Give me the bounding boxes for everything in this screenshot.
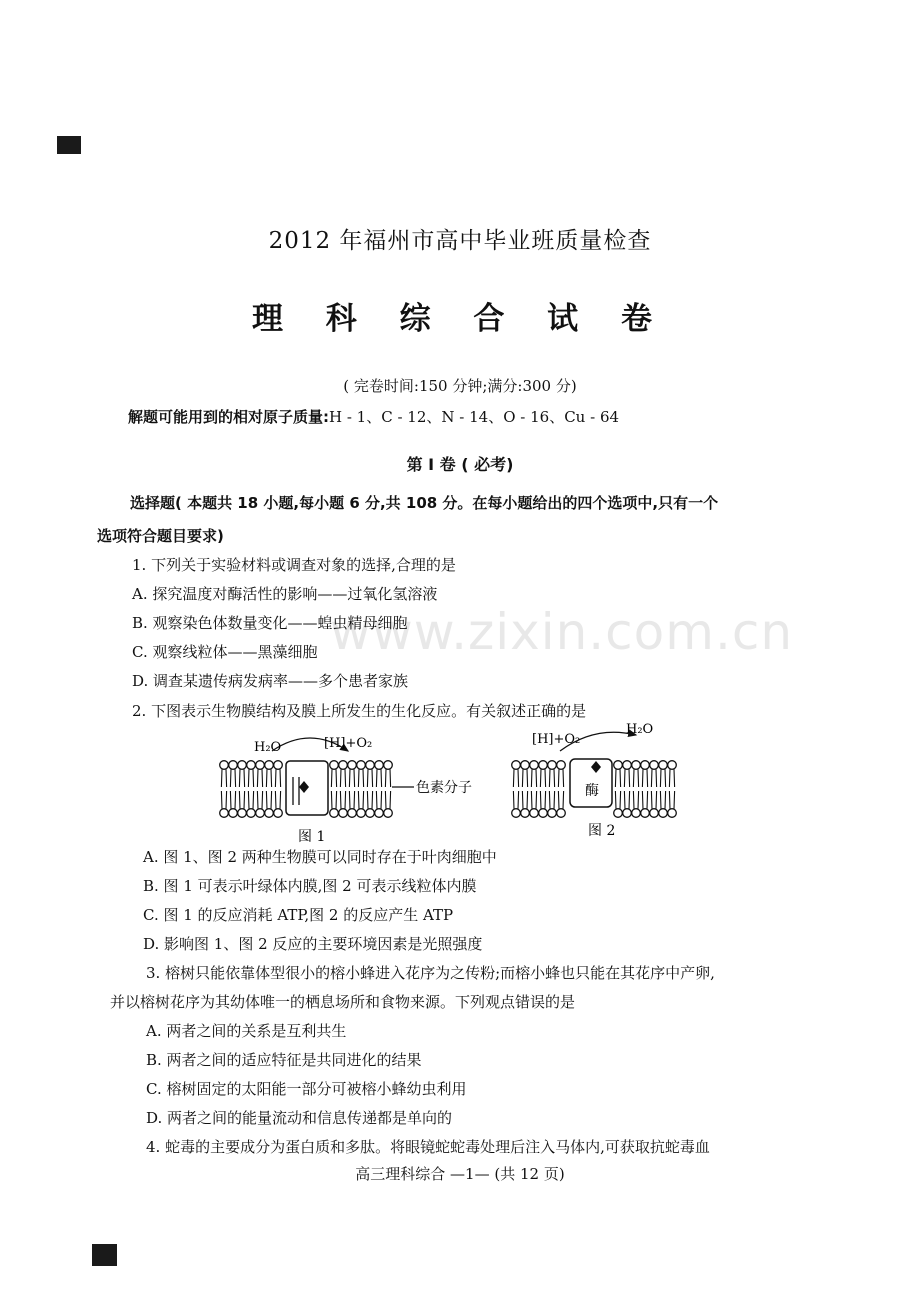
q3-stem-1: 3. 榕树只能依靠体型很小的榕小蜂进入花序为之传粉;而榕小蜂也只能在其花序中产卵, xyxy=(146,964,715,982)
q2-stem: 2. 下图表示生物膜结构及膜上所发生的生化反应。有关叙述正确的是 xyxy=(132,702,587,720)
q1-option-b: B. 观察染色体数量变化——蝗虫精母细胞 xyxy=(132,614,408,632)
q3-option-b: B. 两者之间的适应特征是共同进化的结果 xyxy=(146,1051,422,1069)
section-instruction-2: 选项符合题目要求) xyxy=(97,527,224,545)
atomic-mass xyxy=(128,406,619,427)
exam-meta: ( 完卷时间:150 分钟;满分:300 分) xyxy=(343,377,577,395)
q2-option-d: D. 影响图 1、图 2 反应的主要环境因素是光照强度 xyxy=(143,935,483,953)
scan-mark-bottom xyxy=(92,1244,117,1266)
fig2-enzyme-label: 酶 xyxy=(585,783,599,799)
section-title: 第 Ⅰ 卷 ( 必考) xyxy=(406,455,514,474)
fig1-right-label: [H]+O₂ xyxy=(324,736,373,751)
exam-title: 2012 年福州市高中毕业班质量检查 xyxy=(268,228,652,254)
fig1-pigment-label: 色素分子 xyxy=(416,780,472,796)
q3-stem-2: 并以榕树花序为其幼体唯一的栖息场所和食物来源。下列观点错误的是 xyxy=(110,993,576,1011)
fig1-left-label: H₂O xyxy=(254,740,282,755)
watermark: www.zixin.com.cn xyxy=(330,603,794,661)
figure-1 xyxy=(220,736,472,845)
q2-option-c: C. 图 1 的反应消耗 ATP,图 2 的反应产生 ATP xyxy=(143,906,454,924)
fig2-caption: 图 2 xyxy=(588,823,616,839)
q2-option-b: B. 图 1 可表示叶绿体内膜,图 2 可表示线粒体内膜 xyxy=(143,877,477,895)
fig2-left-label: [H]+O₂ xyxy=(532,732,581,747)
figure-2 xyxy=(512,722,677,839)
q3-option-c: C. 榕树固定的太阳能一部分可被榕小蜂幼虫利用 xyxy=(146,1080,467,1098)
scan-mark-top xyxy=(57,136,81,154)
fig1-caption: 图 1 xyxy=(298,829,326,845)
q1-option-c: C. 观察线粒体——黑藻细胞 xyxy=(132,643,318,661)
q1-stem: 1. 下列关于实验材料或调查对象的选择,合理的是 xyxy=(132,556,456,574)
q1-option-d: D. 调查某遗传病发病率——多个患者家族 xyxy=(132,672,409,690)
fig2-right-label: H₂O xyxy=(626,722,654,737)
q2-option-a: A. 图 1、图 2 两种生物膜可以同时存在于叶肉细胞中 xyxy=(143,848,497,866)
atomic-mass-label: 解题可能用到的相对原子质量: xyxy=(128,408,329,426)
q1-option-a: A. 探究温度对酶活性的影响——过氧化氢溶液 xyxy=(132,585,438,603)
membrane-figures xyxy=(200,715,720,845)
page-footer: 高三理科综合 —1— (共 12 页) xyxy=(355,1165,565,1183)
section-instruction-1: 选择题( 本题共 18 小题,每小题 6 分,共 108 分。在每小题给出的四个选项中,只有一个 xyxy=(130,494,719,512)
atomic-mass-values: H - 1、C - 12、N - 14、O - 16、Cu - 64 xyxy=(329,408,620,426)
q3-option-d: D. 两者之间的能量流动和信息传递都是单向的 xyxy=(146,1109,453,1127)
exam-subtitle: 理 科 综 合 试 卷 xyxy=(252,301,668,337)
q4-stem: 4. 蛇毒的主要成分为蛋白质和多肽。将眼镜蛇蛇毒处理后注入马体内,可获取抗蛇毒血 xyxy=(146,1138,710,1156)
q3-option-a: A. 两者之间的关系是互利共生 xyxy=(146,1022,347,1040)
